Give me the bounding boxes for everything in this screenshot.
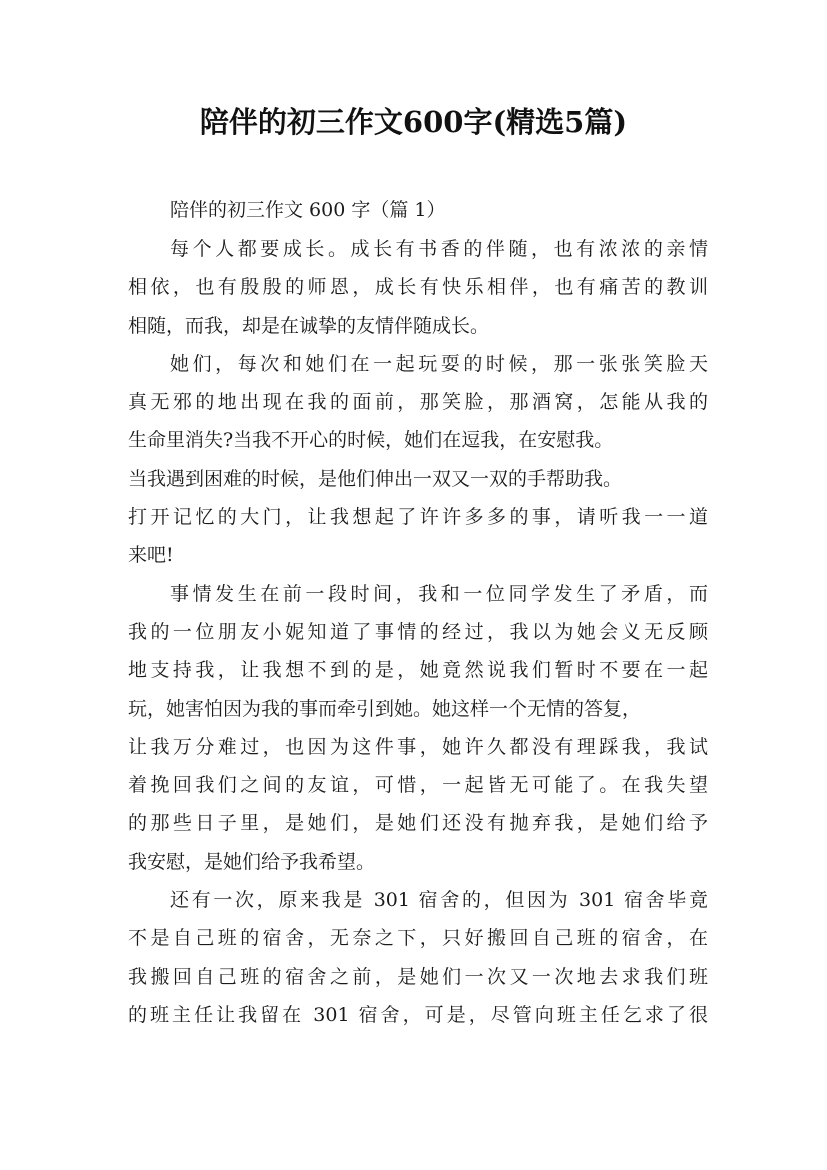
paragraph-2 (128, 345, 708, 575)
text-line: 的班主任让我留在 301 宿舍，可是，尽管向班主任乞求了很 (128, 1003, 708, 1026)
text-line: 事情发生在前一段时间，我和一位同学发生了矛盾，而 (170, 582, 708, 605)
section-heading: 陪伴的初三作文 600 字（篇 1） (170, 199, 446, 221)
paragraph-1 (128, 230, 708, 345)
text-line: 玩，她害怕因为我的事而牵引到她。她这样一个无情的答复， (128, 697, 642, 720)
text-line: 生命里消失?当我不开心的时候，她们在逗我，在安慰我。 (128, 429, 614, 452)
text-line: 我安慰，是她们给予我希望。 (128, 850, 376, 873)
text-line: 着挽回我们之间的友谊，可惜，一起皆无可能了。在我失望 (128, 774, 708, 797)
text-line: 相随，而我，却是在诚挚的友情伴随成长。 (128, 314, 490, 337)
text-line: 相依，也有殷殷的师恩，成长有快乐相伴，也有痛苦的教训 (128, 276, 708, 299)
text-line: 让我万分难过，也因为这件事，她许久都没有理踩我，我试 (128, 735, 708, 758)
text-line: 她们，每次和她们在一起玩耍的时候，那一张张笑脸天 (170, 352, 708, 375)
document-title: 陪伴的初三作文600字(精选5篇) (199, 105, 628, 139)
text-line: 地支持我，让我想不到的是，她竟然说我们暂时不要在一起 (128, 659, 708, 682)
document-body (128, 190, 708, 1034)
text-line: 不是自己班的宿舍，无奈之下，只好搬回自己班的宿舍，在 (128, 927, 708, 950)
paragraph-3 (128, 575, 708, 881)
text-line: 当我遇到困难的时候，是他们伸出一双又一双的手帮助我。 (128, 467, 623, 490)
text-line: 我搬回自己班的宿舍之前，是她们一次又一次地去求我们班 (128, 965, 708, 988)
text-line: 打开记忆的大门，让我想起了许许多多的事，请听我一一道 (128, 506, 708, 529)
text-line: 的那些日子里，是她们，是她们还没有抛弃我，是她们给予 (128, 812, 708, 835)
text-line: 还有一次，原来我是 301 宿舍的，但因为 301 宿舍毕竟 (170, 889, 708, 912)
text-line: 每个人都要成长。成长有书香的伴随，也有浓浓的亲情 (170, 238, 708, 260)
text-line: 我的一位朋友小妮知道了事情的经过，我以为她会义无反顾 (128, 620, 708, 643)
text-line: 来吧! (128, 544, 174, 567)
paragraph-4 (128, 881, 708, 1034)
text-line: 真无邪的地出现在我的面前，那笑脸，那酒窝，怎能从我的 (128, 391, 708, 414)
